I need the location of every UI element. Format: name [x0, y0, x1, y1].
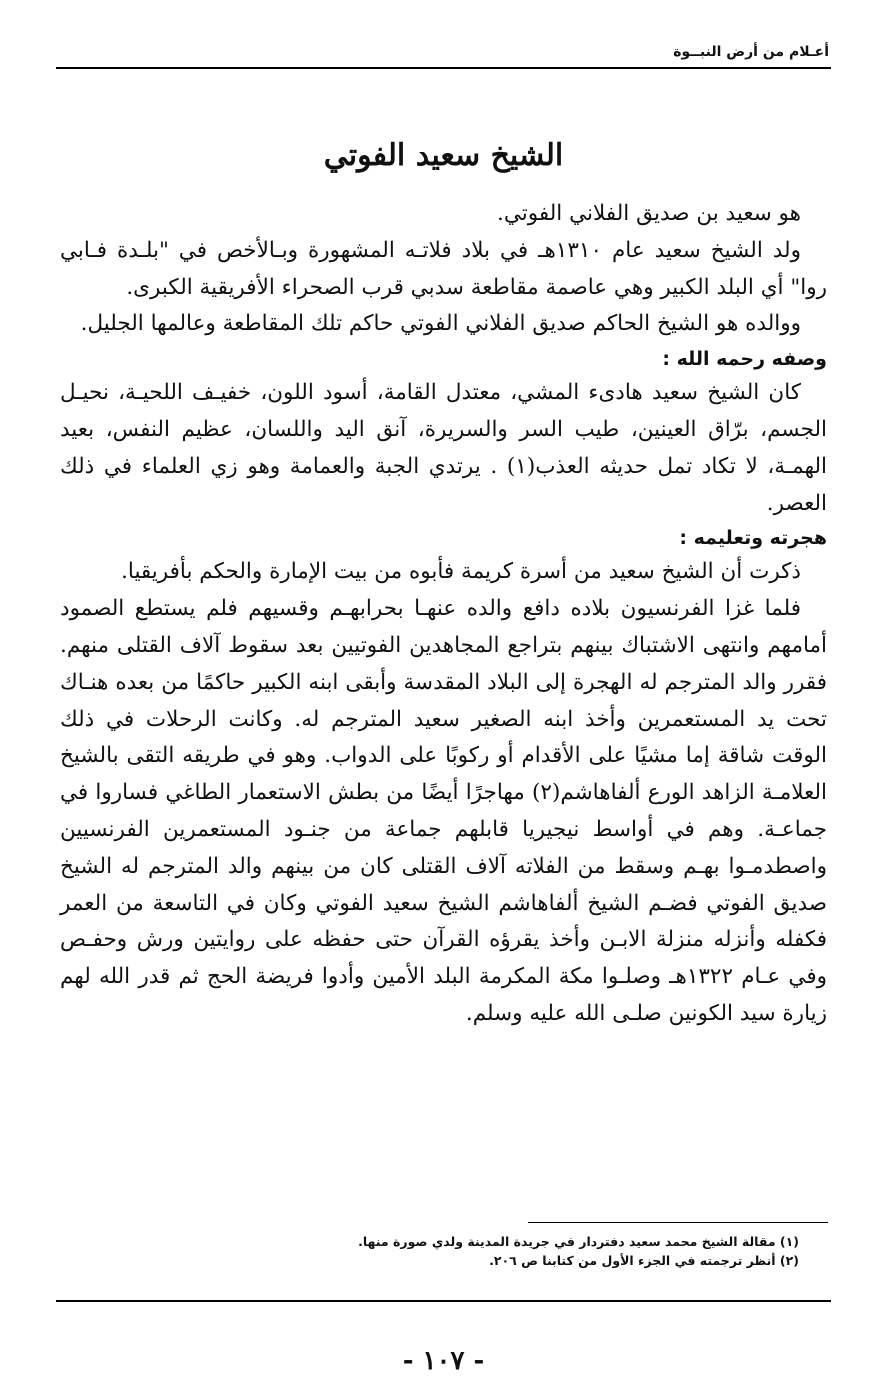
paragraph-migration: فلما غزا الفرنسيون بلاده دافع والده عنهـا بحرابهـم وقسيهم فلم يستطع الصمود أمامهم وانتهى الاشتباك بينهم بتراجع المجاهدين الفوتيين بعد سقوط آلاف القتلى منهم. فقرر والد المترجم له الهجرة إلى البلاد المقدسة وأبقى ابنه الكبير حاكمًا من بعده هنـاك تحت يد المستعمرين وأخذ ابنه الصغير سعيد المترجم له. وكانت الرحلات في ذلك الوقت شاقة إما مشيًا على الأقدام أو ركوبًا على الدواب. وهو في طريقه التقى بالشيخ العلامـة الزاهد الورع ألفاهاشم(٢) مهاجرًا أيضًا من بطش الاستعمار الطاغي فساروا في جماعـة. وهم في أواسط نيجيريا قابلهم جماعة من جنـود المستعمرين الفرنسيين واصطدمـوا بهـم وسقط من الفلاته آلاف القتلى كان من بينهم والد المترجم له الشيخ صديق الفوتي فضـم الشيخ ألفاهاشم الشيخ سعيد الفوتي وكان في التاسعة من العمر فكفله وأنزله منزلة الابـن وأخذ يقرؤه القرآن حتى حفظه على روايتين ورش وحفـص وفي عـام ١٣٢٢هـ وصلـوا مكة المكرمة البلد الأمين وأدوا فريضة الحج ثم قدر الله لهم زيارة سيد الكونين صلـى الله عليه وسلم. [60, 596, 827, 1026]
article-title: الشيخ سعيد الفوتي [323, 138, 564, 173]
footnote-rule [528, 1222, 828, 1223]
footnote-1: (١) مقالة الشيخ محمد سعيد دفتردار في جريدة المدينة ولدي صورة منها. [358, 1234, 799, 1249]
header-rule [56, 67, 831, 69]
running-header: أعـلام من أرض النبــوة [673, 44, 829, 60]
footnote-2: (٢) أنظر ترجمته في الجزء الأول من كتابنا ص ٢٠٦. [489, 1253, 799, 1268]
page-number: - ١٠٧ - [402, 1346, 485, 1376]
footer-rule [56, 1300, 831, 1302]
paragraph-father: ووالده هو الشيخ الحاكم صديق الفلاني الفوتي حاكم تلك المقاطعة وعالمها الجليل. [80, 311, 801, 337]
section-heading-description: وصفه رحمه الله : [662, 348, 827, 371]
paragraph-name: هو سعيد بن صديق الفلاني الفوتي. [497, 201, 801, 226]
paragraph-family: ذكرت أن الشيخ سعيد من أسرة كريمة فأبوه من بيت الإمارة والحكم بأفريقيا. [121, 559, 801, 585]
paragraph-description: كان الشيخ سعيد هادىء المشي، معتدل القامة، أسود اللون، خفيـف اللحيـة، نحيـل الجسم، برّاق العينين، طيب السر والسريرة، آنق اليد واللسان، عظيم النفس، بعيد الهمـة، لا تكاد تمل حديثه العذب(١) . يرتدي الجبة والعمامة وهو زي العلماء في ذلك العصر. [60, 380, 827, 516]
footnotes [358, 1232, 799, 1270]
paragraph-birth: ولد الشيخ سعيد عام ١٣١٠هـ في بلاد فلاتـه المشهورة وبـالأخص في "بلـدة فـابي روا" أي البلد الكبير وهي عاصمة مقاطعة سدبي قرب الصحراء الأفريقية الكبرى. [60, 237, 827, 300]
section-heading-migration: هجرته وتعليمه : [679, 527, 827, 550]
article-body [60, 196, 827, 1033]
